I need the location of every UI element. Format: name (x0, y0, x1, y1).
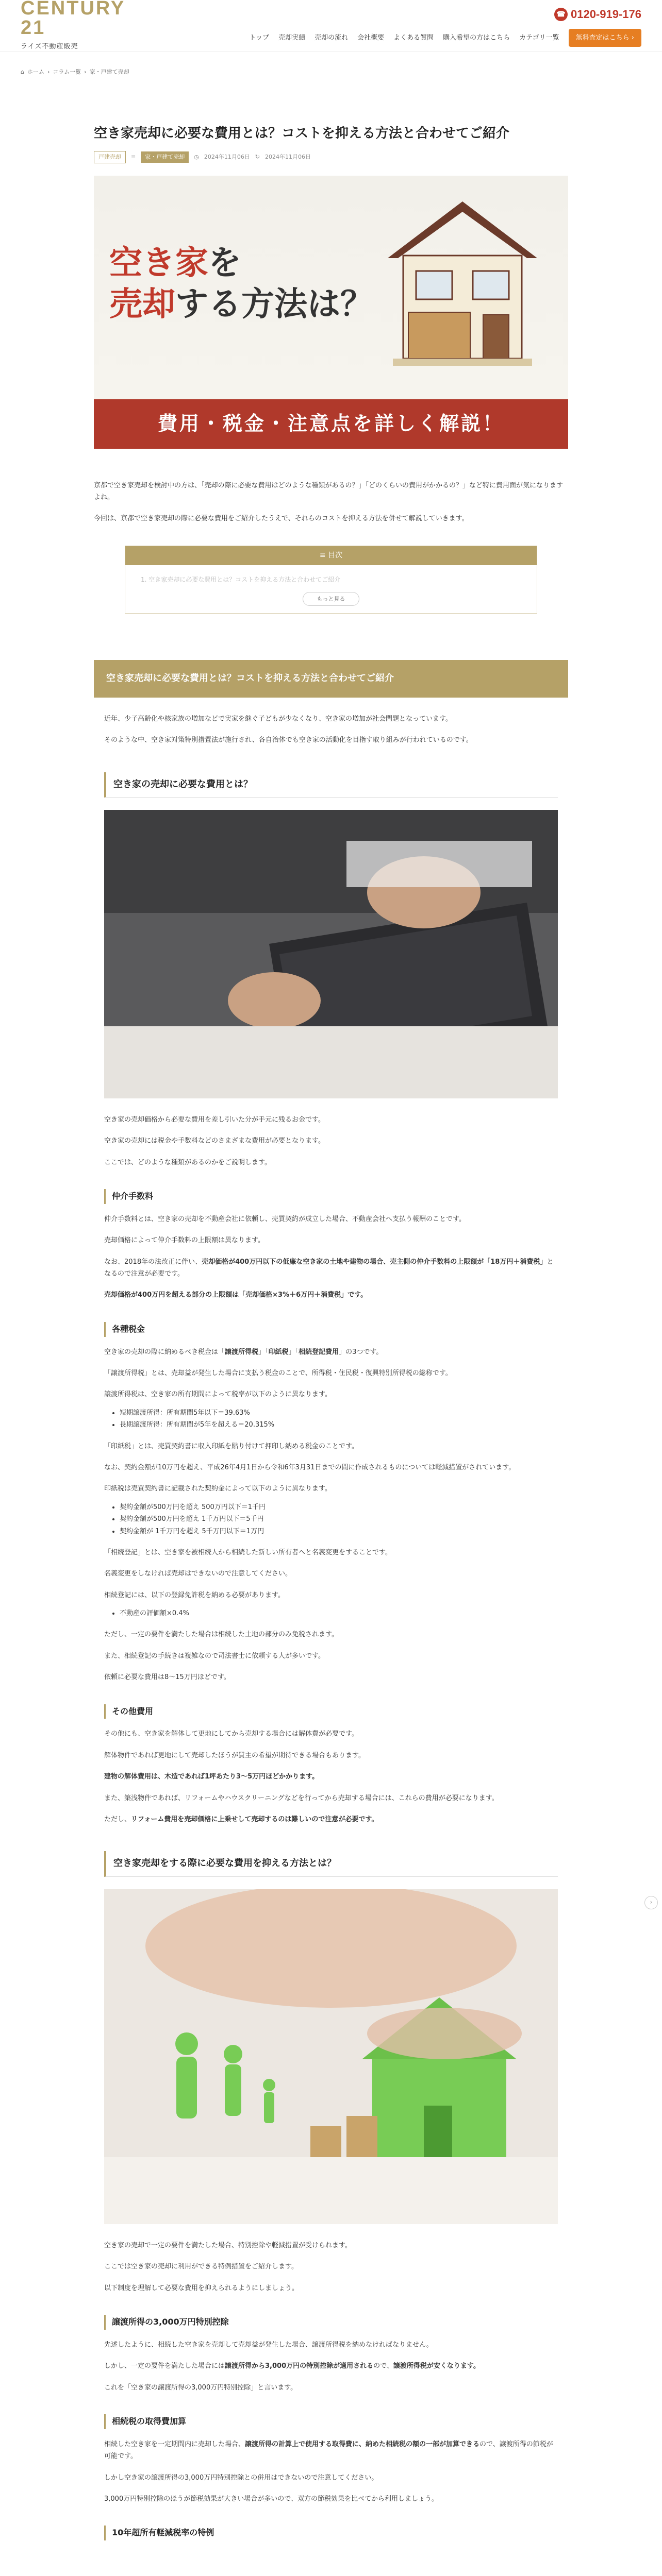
paragraph: 相続した空き家を一定期間内に売却した場合、譲渡所得の計算上で使用する取得費に、納めた相続税の額の一部が加算できるので、譲渡所得の節税が可能です。 (104, 2440, 553, 2461)
nav-categories[interactable]: カテゴリ一覧 (519, 33, 559, 42)
paragraph: 空き家の売却価格から必要な費用を差し引いた分が手元に残るお金です。 (104, 1115, 325, 1124)
paragraph: 近年、少子高齢化や核家族の増加などで実家を継ぐ子どもが少なくなり、空き家の増加が社会問題となっています。 (104, 715, 452, 723)
chevron-right-icon: › (47, 69, 50, 75)
section-heading: 空き家売却に必要な費用とは？コストを抑える方法と合わせてご紹介 (94, 660, 568, 697)
paragraph: 「譲渡所得税」とは、売却益が発生した場合に支払う税金のことで、所得税・住民税・復興特別所得税の総称です。 (104, 1369, 452, 1378)
subheading: 相続税の取得費加算 (104, 2414, 558, 2429)
intro-paragraph-1: 京都で空き家売却を検討中の方は、「売却の際に必要な費用はどのような種類があるの？」「どのくらいの費用がかかるの？」など特に費用面が気になりますよね。 (94, 481, 564, 501)
tax-rate-list (104, 1407, 558, 1431)
paragraph: ここでは、どのような種類があるのかをご説明します。 (104, 1158, 271, 1166)
hero-word-akiya: 空き家 (109, 244, 208, 282)
breadcrumb-column[interactable]: コラム一覧 (53, 69, 81, 75)
hero-text (109, 243, 373, 325)
paragraph: 印紙税は売買契約書に記載された契約金によって以下のように異なります。 (104, 1485, 332, 1493)
phone-icon: ☎ (554, 8, 568, 21)
paragraph: 以下制度を理解して必要な費用を抑えられるようにしましょう。 (104, 2284, 299, 2292)
article (94, 124, 568, 2540)
breadcrumb (0, 52, 662, 77)
paragraph: 空き家の売却には税金や手数料などのさまざまな費用が必要となります。 (104, 1137, 325, 1145)
paragraph: 売却価格が400万円を超える部分の上限額は「売却価格×3%＋6万円＋消費税」です。 (104, 1291, 368, 1299)
intro-paragraph-2: 今回は、京都で空き家売却の際に必要な費用をご紹介したうえで、それらのコストを抑える方法を併せて解説していきます。 (94, 515, 469, 523)
posted-date: 2024年11月06日 (204, 153, 250, 160)
article-meta (94, 151, 568, 163)
list-item: • 契約金額が 1千万円を超え 5千万円以下＝1万円 (120, 1526, 558, 1537)
global-nav (249, 29, 641, 47)
hero-word-method: する方法は？ (175, 285, 373, 324)
paragraph: しかし、一定の要件を満たした場合には譲渡所得から3,000万円の特別控除が適用されるので、譲渡所得税が安くなります。 (104, 2362, 480, 2370)
hero-banner: 費用・税金・注意点を詳しく解説！ (94, 399, 568, 449)
nav-flow[interactable]: 売却の流れ (315, 33, 349, 42)
paragraph: ここでは空き家の売却に利用ができる特例措置をご紹介します。 (104, 2263, 298, 2271)
paragraph: 「相続登記」とは、空き家を被相続人から相続した新しい所有者へと名義変更をすることです。 (104, 1548, 392, 1556)
subheading: 10年超所有軽減税率の特例 (104, 2526, 558, 2540)
updated-date: 2024年11月06日 (265, 153, 311, 160)
tag-separator: ≡ (131, 153, 136, 160)
toc-title: ≡ 目次 (125, 546, 537, 565)
nav-buyer[interactable]: 購入希望の方はこちら (443, 33, 510, 42)
logo[interactable] (21, 0, 124, 53)
subheading: 仲介手数料 (104, 1189, 558, 1204)
nav-company[interactable]: 会社概要 (357, 33, 385, 42)
logo-main: CENTURY 21 (21, 0, 125, 39)
house-illustration (377, 191, 548, 377)
table-of-contents (125, 546, 537, 614)
paragraph: しかし空き家の譲渡所得の3,000万円特別控除との併用はできないので注意してください。 (104, 2473, 378, 2482)
paragraph: 3,000万円特別控除のほうが節税効果が大きい場合が多いので、双方の節税効果を比べてから利用しましょう。 (104, 2495, 438, 2503)
hero-image (94, 176, 568, 449)
subheading: 譲渡所得の3,000万円特別控除 (104, 2315, 558, 2330)
list-item: • 不動産の評価額×0.4% (120, 1607, 558, 1619)
paragraph: 譲渡所得税は、空き家の所有期間によって税率が以下のように異なります。 (104, 1391, 332, 1399)
paragraph: その他にも、空き家を解体して更地にしてから売却する場合には解体費が必要です。 (104, 1730, 358, 1738)
toc-more-button[interactable]: もっと見る (303, 592, 359, 606)
chevron-right-icon: › (84, 69, 87, 75)
paragraph: 仲介手数料とは、空き家の売却を不動産会社に依頼し、売買契約が成立した場合、不動産会社へ支払う報酬のことです。 (104, 1215, 466, 1223)
paragraph: 先述したように、相続した空き家を売却して売却益が発生した場合、譲渡所得税を納めなければなりません。 (104, 2341, 433, 2349)
paragraph: 「印紙税」とは、売買契約書に収入印紙を貼り付けて押印し納める税金のことです。 (104, 1442, 358, 1450)
subsection-heading: 空き家売却をする際に必要な費用を抑える方法とは？ (104, 1851, 558, 1876)
hero-word-wo: を (208, 244, 241, 282)
page-title: 空き家売却に必要な費用とは？コストを抑える方法と合わせてご紹介 (94, 125, 510, 141)
calendar-icon: ◷ (194, 153, 199, 160)
home-icon: ⌂ (21, 69, 24, 75)
subheading: その他費用 (104, 1704, 558, 1719)
savings-house-photo (104, 1889, 558, 2224)
paragraph: また、相続登記の手続きは複雑なので司法書士に依頼する人が多いです。 (104, 1652, 325, 1660)
paragraph: なお、2018年の法改正に伴い、売却価格が400万円以下の低廉な空き家の土地や建物の場合、売主側の仲介手数料の上限額が「18万円＋消費税」となるので注意が必要です。 (104, 1258, 554, 1278)
chevron-right-icon[interactable]: › (644, 1896, 658, 1909)
nav-top[interactable]: トップ (249, 33, 270, 42)
paragraph: 解体物件であれば更地にして売却したほうが買主の希望が期待できる場合もあります。 (104, 1751, 365, 1759)
paragraph: 空き家の売却で一定の要件を満たした場合、特別控除や軽減措置が受けられます。 (104, 2241, 352, 2249)
subsection-heading: 空き家の売却に必要な費用とは？ (104, 772, 558, 798)
paragraph: 名義変更をしなければ売却はできないので注意してください。 (104, 1570, 292, 1578)
site-header (0, 0, 662, 52)
paragraph: 建物の解体費用は、木造であれば1坪あたり3〜5万円ほどかかります。 (104, 1773, 319, 1781)
hero-word-baikyaku: 売却 (109, 285, 175, 324)
paragraph: 相続登記には、以下の登録免許税を納める必要があります。 (104, 1591, 285, 1599)
logo-sub: ライズ不動産販売 (21, 42, 78, 50)
stamp-tax-list (104, 1501, 558, 1537)
registration-tax-list (104, 1607, 558, 1619)
list-item: • 契約金額が500万円を超え 1千万円以下＝5千円 (120, 1513, 558, 1525)
list-item: • 短期譲渡所得：所有期間5年以下＝39.63% (120, 1407, 558, 1419)
paragraph: 依頼に必要な費用は8〜15万円ほどです。 (104, 1673, 230, 1682)
subcategory-tag[interactable]: 家・戸建て売却 (141, 151, 189, 163)
nav-faq[interactable]: よくある質問 (393, 33, 434, 42)
nav-results[interactable]: 売却実績 (278, 33, 306, 42)
subheading: 各種税金 (104, 1322, 558, 1337)
phone-text: 0120-919-176 (570, 8, 641, 21)
breadcrumb-home[interactable]: ホーム (27, 69, 44, 75)
refresh-icon: ↻ (255, 153, 260, 160)
laptop-photo (104, 810, 558, 1098)
paragraph: また、築浅物件であれば、リフォームやハウスクリーニングなどを行ってから売却する場合には、これらの費用が必要になります。 (104, 1794, 499, 1802)
toc-item[interactable]: 1. 空き家売却に必要な費用とは？コストを抑える方法と合わせてご紹介 (141, 575, 341, 583)
list-item: • 長期譲渡所得：所有期間が5年を超える＝20.315% (120, 1419, 558, 1431)
free-appraisal-button[interactable]: 無料査定はこちら › (569, 29, 641, 47)
paragraph: 売却価格によって仲介手数料の上限額は異なります。 (104, 1236, 264, 1245)
breadcrumb-current[interactable]: 家・戸建て売却 (89, 69, 129, 75)
paragraph: ただし、リフォーム費用を売却価格に上乗せして売却するのは難しいので注意が必要です。 (104, 1816, 378, 1824)
paragraph: なお、契約金額が10万円を超え、平成26年4月1日から令和6年3月31日までの間に作成されるものについては軽減措置がされています。 (104, 1463, 516, 1471)
list-item: • 契約金額が500万円を超え 500万円以下＝1千円 (120, 1501, 558, 1513)
paragraph: これを「空き家の譲渡所得の3,000万円特別控除」と言います。 (104, 2383, 297, 2392)
paragraph: ただし、一定の要件を満たした場合は相続した土地の部分のみ免税されます。 (104, 1631, 338, 1639)
category-tag[interactable]: 戸建売却 (94, 151, 126, 163)
paragraph: そのような中、空き家対策特別措置法が施行され、各自治体でも空き家の活動化を目指す取り組みが行われているのです。 (104, 736, 473, 744)
phone-number[interactable] (554, 4, 641, 25)
paragraph: 空き家の売却の際に納めるべき税金は「譲渡所得税」「印紙税」「相続登記費用」の3つです。 (104, 1348, 383, 1356)
